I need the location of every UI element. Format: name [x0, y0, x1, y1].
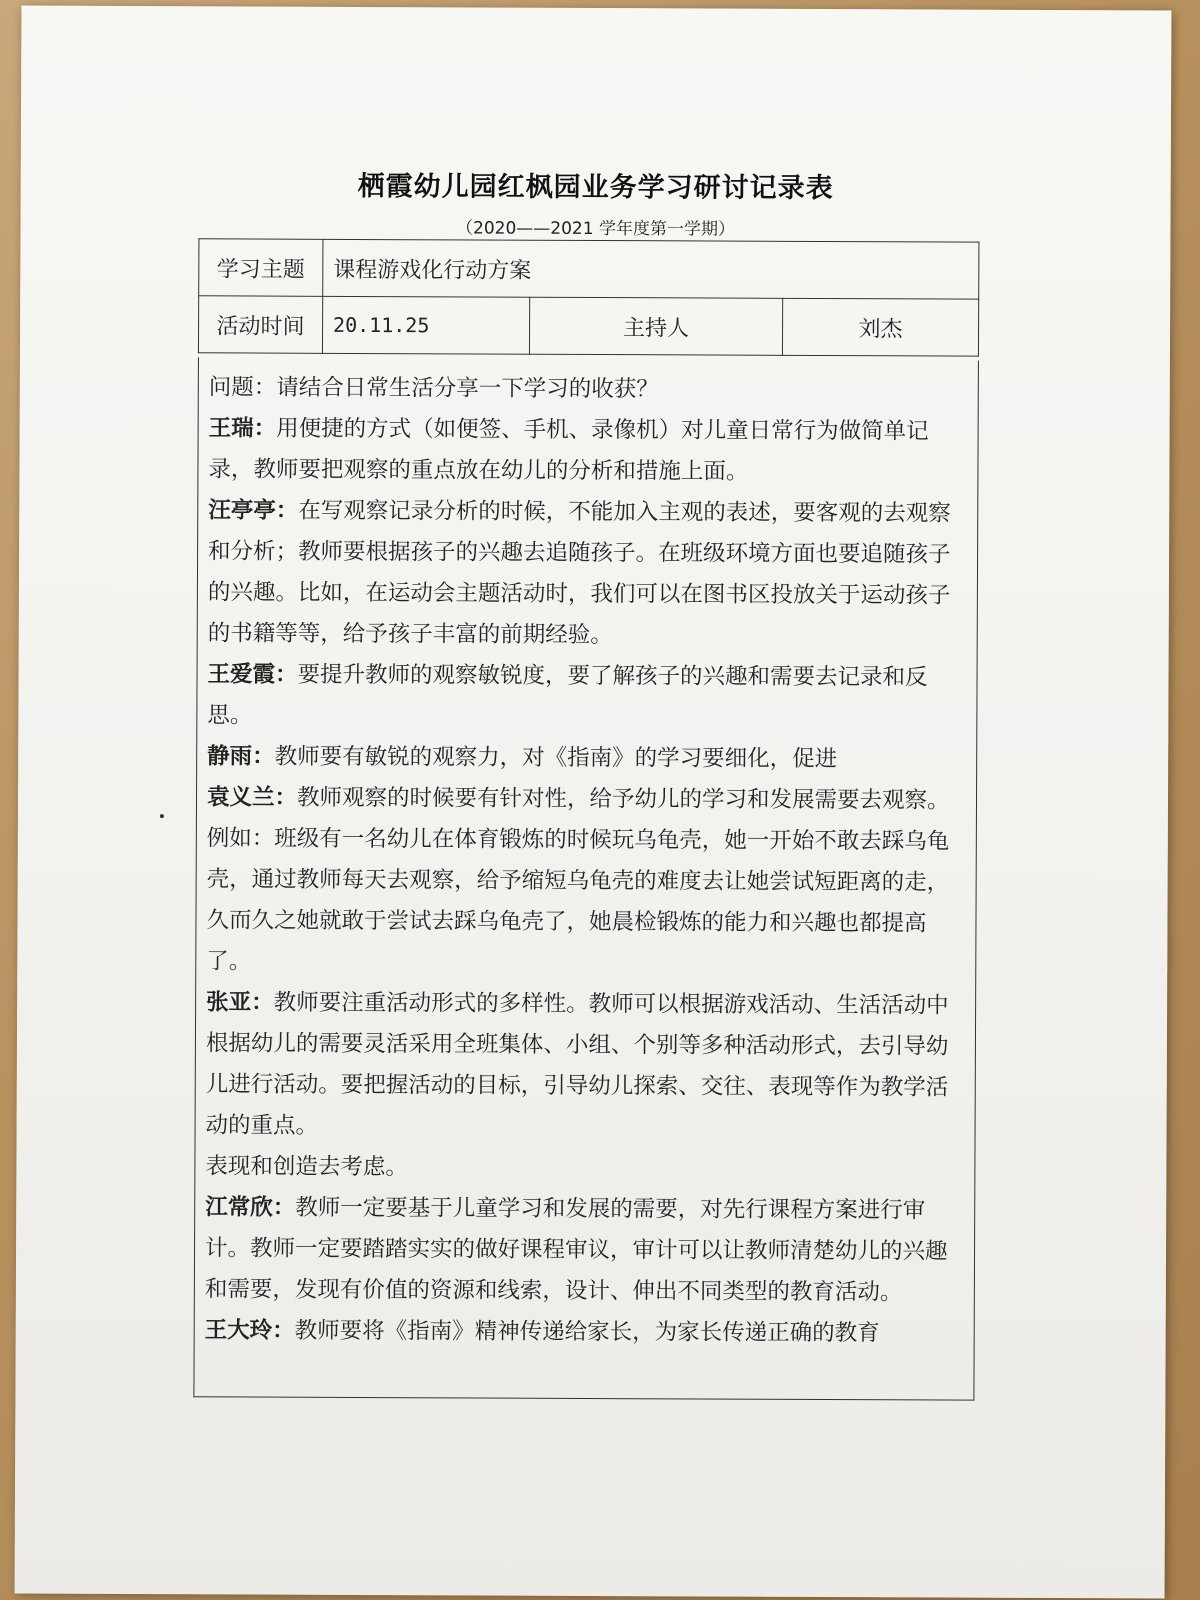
- document-subtitle: （2020——2021 学年度第一学期）: [455, 218, 736, 240]
- speaker-name: 张亚：: [206, 989, 274, 1016]
- entry-text: 教师要注重活动形式的多样性。教师可以根据游戏活动、生活活动中根据幼儿的需要灵活采用全班集体、小组、个别等多种活动形式，去引导幼儿进行活动。要把握活动的目标，引导幼儿探索、交往、表现等作为教学活动的重点。: [205, 989, 949, 1139]
- entry-text: 用便捷的方式（如便签、手机、录像机）对儿童日常行为做简单记录，教师要把观察的重点放在幼儿的分析和措施上面。: [208, 415, 929, 485]
- entry-text: 在写观察记录分析的时候，不能加入主观的表述，要客观的去观察和分析；教师要根据孩子的兴趣去追随孩子。在班级环境方面也要追随孩子的兴趣。比如，在运动会主题活动时，我们可以在图书区投放关于运动孩子的书籍等等，给予孩子丰富的前期经验。: [207, 497, 951, 649]
- entry-jing-yu: [207, 736, 968, 780]
- speaker-name: 静雨：: [207, 743, 275, 770]
- time-row: [198, 296, 978, 356]
- entry-wang-rui: [208, 408, 969, 493]
- entry-text: 教师要有敏锐的观察力，对《指南》的学习要细化，促进: [274, 743, 838, 773]
- header-table: [198, 238, 979, 356]
- speaker-name: 汪亭亭：: [208, 497, 299, 524]
- entry-wang-tingting: [208, 490, 970, 657]
- time-value: 20.11.25: [322, 296, 529, 354]
- question-text: 问题：请结合日常生活分享一下学习的收获？: [208, 374, 659, 403]
- entry-zhang-ya: [205, 982, 967, 1149]
- entry-text: 教师一定要基于儿童学习和发展的需要，对先行课程方案进行审计。教师一定要踏踏实实的做好课程审议，审计可以让教师清楚幼儿的兴趣和需要，发现有价值的资源和线索，设计、伸出不同类型的教育活动。: [204, 1194, 948, 1306]
- entry-text: 表现和创造去考虑。: [205, 1153, 408, 1181]
- topic-value: 课程游戏化行动方案: [323, 239, 979, 299]
- entry-text: 要提升教师的观察敏锐度，要了解孩子的兴趣和需要去记录和反思。: [207, 661, 928, 729]
- speaker-name: 江常欣：: [205, 1194, 296, 1221]
- speaker-name: 袁义兰：: [206, 784, 298, 811]
- speaker-name: 王大玲：: [204, 1317, 295, 1344]
- entry-text: 教师要将《指南》精神传递给家长，为家长传递正确的教育: [294, 1317, 880, 1347]
- speaker-name: 王爱霞：: [207, 661, 298, 688]
- topic-row: [199, 239, 979, 299]
- entry-text: 教师观察的时候要有针对性，给予幼儿的学习和发展需要去观察。例如：班级有一名幼儿在体育锻炼的时候玩乌龟壳，她一开始不敢去踩乌龟壳，通过教师每天去观察，给予缩短乌龟壳的难度去让她尝试短距离的走，久而久之她就敢于尝试去踩乌龟壳了，她晨检锻炼的能力和兴趣也都提高了。: [206, 784, 950, 975]
- entry-continuation: [205, 1146, 966, 1190]
- discussion-content: [193, 357, 979, 1400]
- ink-speck: [160, 814, 164, 818]
- entry-yuan-yilan: [206, 777, 968, 985]
- entry-wang-aixia: [207, 654, 968, 739]
- host-value: 刘杰: [782, 298, 978, 356]
- document-title: 栖霞幼儿园红枫园业务学习研讨记录表: [357, 170, 834, 205]
- speaker-name: 王瑞：: [208, 415, 277, 442]
- time-label: 活动时间: [198, 296, 322, 354]
- host-label: 主持人: [529, 297, 782, 355]
- paper-sheet: [15, 5, 1172, 1598]
- topic-label: 学习主题: [199, 239, 323, 297]
- entry-jiang-changxin: [205, 1187, 967, 1313]
- entry-wang-daling: [205, 1310, 966, 1354]
